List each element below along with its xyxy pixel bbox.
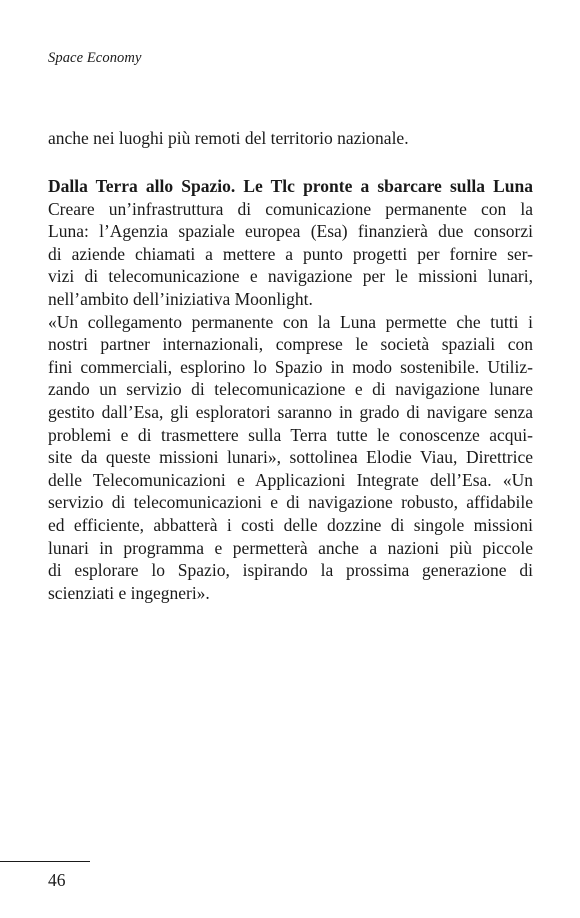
text-line: «Un collegamento permanente con la Luna permette che tutti i bbox=[48, 311, 533, 332]
text-line: di aziende chiamati a mettere a punto progetti per fornire ser- bbox=[48, 243, 533, 264]
text-line: problemi e di trasmettere sulla Terra tutte le conoscenze acqui- bbox=[48, 424, 533, 445]
text-line: scienziati e ingegneri». bbox=[48, 582, 210, 603]
text-line: gestito dall’Esa, gli esploratori saranno in grado di navigare senza bbox=[48, 401, 533, 422]
text-line: Luna: l’Agenzia spaziale europea (Esa) finanzierà due consorzi bbox=[48, 221, 533, 242]
text-line: servizio di telecomunicazioni e di navigazione robusto, affidabile bbox=[48, 492, 533, 513]
text-line: nell’ambito dell’iniziativa Moonlight. bbox=[48, 288, 313, 309]
text-line: vizi di telecomunicazione e navigazione per le missioni lunari, bbox=[48, 266, 533, 287]
text-line: ed efficiente, abbatterà i costi delle dozzine di singole missioni bbox=[48, 514, 533, 535]
text-line: nostri partner internazionali, comprese le società spaziali con bbox=[48, 334, 533, 355]
text-line: fini commerciali, esplorino lo Spazio in modo sostenibile. Utiliz- bbox=[48, 356, 533, 377]
section-heading: Dalla Terra allo Spazio. Le Tlc pronte a sbarcare sulla Luna bbox=[48, 176, 533, 196]
text-line: site da queste missioni lunari», sottolinea Elodie Viau, Direttrice bbox=[48, 447, 533, 468]
continuation-paragraph bbox=[48, 127, 533, 150]
article-section bbox=[48, 175, 533, 604]
footer-rule bbox=[0, 861, 90, 862]
text-line: Creare un’infrastruttura di comunicazione permanente con la bbox=[48, 198, 533, 219]
text-line: anche nei luoghi più remoti del territorio nazionale. bbox=[48, 128, 409, 148]
running-header: Space Economy bbox=[48, 50, 142, 66]
text-line: zando un servizio di telecomunicazione e di navigazione lunare bbox=[48, 379, 533, 400]
text-line: delle Telecomunicazioni e Applicazioni Integrate dell’Esa. «Un bbox=[48, 469, 533, 490]
text-line: lunari in programma e permetterà anche a nazioni più piccole bbox=[48, 537, 533, 558]
page-number: 46 bbox=[48, 870, 66, 890]
text-line: di esplorare lo Spazio, ispirando la prossima generazione di bbox=[48, 560, 533, 581]
